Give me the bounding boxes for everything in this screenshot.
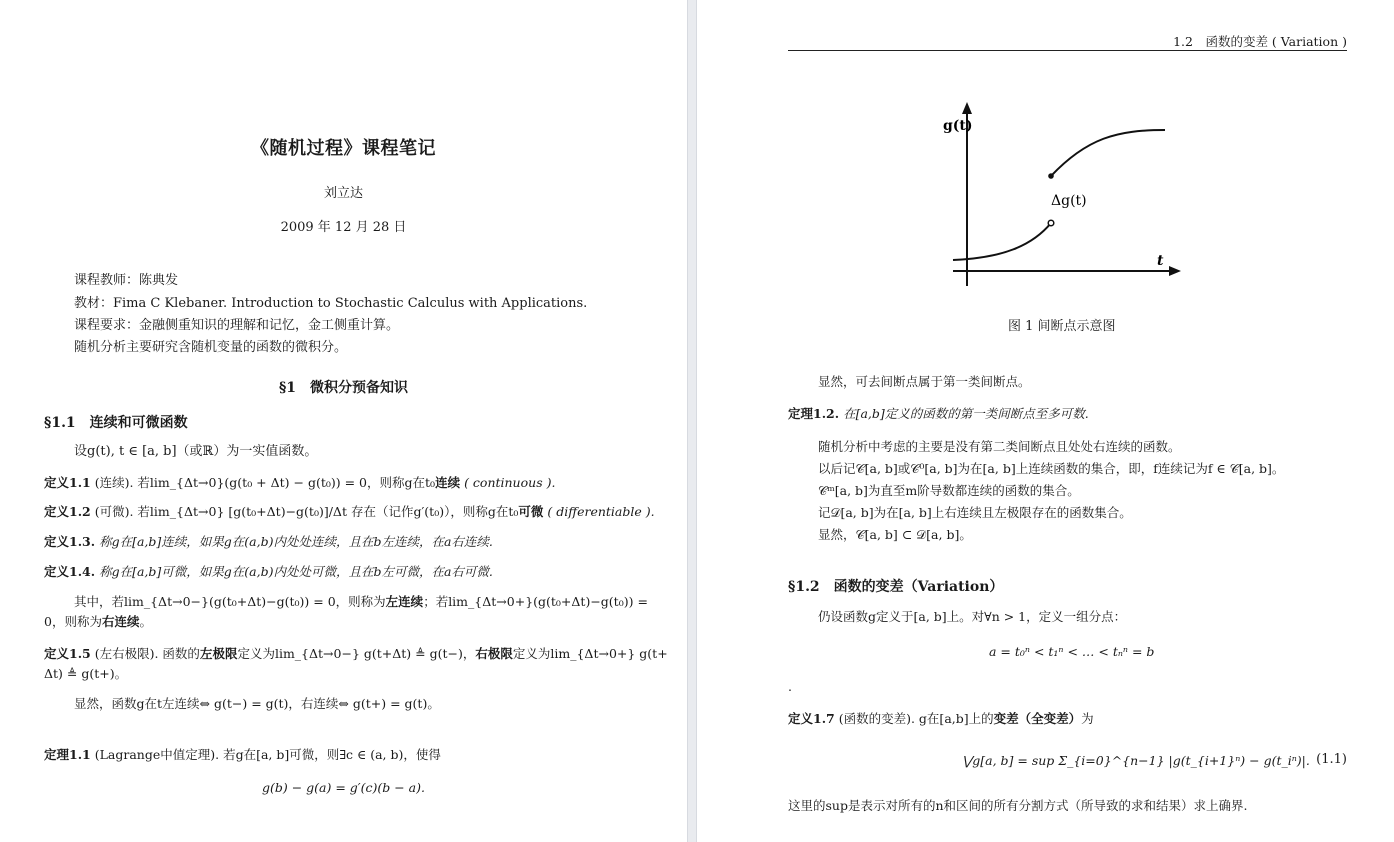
theorem-label: 定理1.1: [44, 747, 91, 762]
definition-label: 定义1.4.: [44, 564, 96, 579]
definition-1-1: [44, 474, 555, 491]
definition-label: 定义1.7: [788, 711, 835, 726]
definition-text: 称g在[a,b]可微，如果g在(a,b)内处处可微，且在b左可微，在a右可微.: [99, 564, 493, 579]
text-fragment: ；若lim_{Δt→0+}(g(t₀+Δt)−g(t₀)) =: [423, 594, 648, 609]
figure-caption: 图 1 间断点示意图: [1008, 319, 1116, 334]
definition-text: 称g在[a,b]连续，如果g在(a,b)内处处连续，且在b左连续，在a右连续.: [99, 534, 493, 549]
right-continuous-term: 右连续: [101, 614, 140, 629]
paragraph-line: 以后记𝒞[a, b]或𝒞⁰[a, b]为在[a, b]上连续函数的集合，即，f连续记为f ∈ 𝒞[a, b]。: [818, 461, 1285, 476]
section-heading: §1 微积分预备知识: [278, 380, 409, 396]
definition-label: 定义1.2: [44, 504, 91, 519]
open-endpoint: [1048, 220, 1054, 226]
x-axis-arrow: [1169, 266, 1181, 276]
partition-equation: a = t₀ⁿ < t₁ⁿ < … < tₙⁿ = b: [989, 644, 1155, 659]
paragraph-line: 𝒞ᵐ[a, b]为直至m阶导数都连续的函数的集合。: [818, 483, 1080, 498]
closed-endpoint: [1048, 173, 1054, 179]
y-axis-label: g(t): [943, 118, 973, 134]
discontinuity-figure: [943, 98, 1197, 294]
definition-text: (左右极限). 函数的: [94, 646, 200, 661]
course-teacher: 课程教师：陈典发: [74, 273, 179, 288]
course-requirement: 课程要求：金融侧重知识的理解和记忆，金工侧重计算。: [74, 318, 400, 333]
text-fragment: 0，则称为: [44, 614, 102, 629]
theorem-text: (Lagrange中值定理). 若g在[a, b]可微，则∃c ∈ (a, b)，使得: [94, 747, 441, 762]
right-page: [697, 0, 1394, 842]
header-rule: [788, 50, 1347, 51]
definition-text: (可微). 若lim_{Δt→0} [g(t₀+Δt)−g(t₀)]/Δt 存在（记作g′(t₀)），则称g在t₀: [94, 504, 519, 519]
definition-label: 定义1.3.: [44, 534, 96, 549]
equation-number: (1.1): [1316, 752, 1347, 767]
theorem-1-1: [44, 746, 441, 763]
course-summary: 随机分析主要研究含随机变量的函数的微积分。: [74, 340, 348, 355]
one-sided-continuity: [74, 593, 648, 610]
running-header: 1.2 函数的变差 ( Variation ): [1173, 34, 1347, 49]
theorem-label: 定理1.2.: [788, 406, 840, 421]
partition-intro: 仍设函数g定义于[a, b]上。对∀n > 1，定义一组分点：: [818, 609, 1127, 624]
definition-label: 定义1.5: [44, 646, 91, 661]
theorem-1-2: [788, 405, 1089, 422]
stray-dot: .: [788, 679, 792, 694]
subsection-heading: §1.1 连续和可微函数: [44, 415, 188, 431]
definition-text: (连续). 若lim_{Δt→0}(g(t₀ + Δt) − g(t₀)) = 0，则称g在t₀: [94, 475, 436, 490]
text-fragment: 。: [139, 614, 152, 629]
page-gutter: [687, 0, 697, 842]
definition-term: 连续: [435, 475, 461, 490]
definition-term: 可微: [518, 504, 544, 519]
definition-1-3: [44, 533, 493, 550]
left-page: [0, 0, 687, 842]
document-title: 《随机过程》课程笔记: [251, 138, 436, 159]
left-continuous-term: 左连续: [385, 594, 424, 609]
x-axis-label: t: [1157, 253, 1164, 269]
jump-label: Δg(t): [1051, 193, 1087, 209]
definition-text: 为: [1081, 711, 1094, 726]
textbook: 教材：Fima C Klebaner. Introduction to Stochastic Calculus with Applications.: [74, 296, 588, 311]
paragraph-line: 记𝒟[a, b]为在[a, b]上右连续且左极限存在的函数集合。: [818, 505, 1132, 520]
definition-english: ( differentiable ).: [547, 504, 655, 519]
definition-1-5-cont: Δt) ≜ g(t+)。: [44, 666, 128, 681]
y-axis-arrow: [962, 102, 972, 114]
intro-text: 设g(t), t ∈ [a, b]（或ℝ）为一实值函数。: [74, 444, 318, 459]
paragraph-line: 显然，𝒞[a, b] ⊂ 𝒟[a, b]。: [818, 527, 972, 542]
text-fragment: 其中，若lim_{Δt→0−}(g(t₀+Δt)−g(t₀)) = 0，则称为: [74, 594, 386, 609]
continuity-equivalence: 显然，函数g在t左连续⇔ g(t−) = g(t)，右连续⇔ g(t+) = g(t)。: [74, 696, 440, 711]
date: 2009 年 12 月 28 日: [280, 220, 407, 235]
definition-text: 定义为lim_{Δt→0−} g(t+Δt) ≜ g(t−)，: [237, 646, 476, 661]
definition-english: ( continuous ).: [464, 475, 556, 490]
definition-term: 变差（全变差）: [993, 711, 1082, 726]
left-limit-term: 左极限: [199, 646, 238, 661]
definition-label: 定义1.1: [44, 475, 91, 490]
definition-1-4: [44, 563, 493, 580]
author: 刘立达: [323, 186, 363, 201]
subsection-heading: §1.2 函数的变差（Variation）: [788, 579, 1004, 595]
definition-text: (函数的变差). g在[a,b]上的: [838, 711, 994, 726]
theorem-text: 在[a,b]定义的函数的第一类间断点至多可数.: [843, 406, 1089, 421]
sup-note: 这里的sup是表示对所有的n和区间的所有分割方式（所导致的求和结果）求上确界.: [788, 798, 1248, 813]
definition-text: 定义为lim_{Δt→0+} g(t+: [512, 646, 668, 661]
one-sided-continuity-cont: [44, 613, 152, 630]
variation-equation: ⋁g[a, b] = sup Σ_{i=0}^{n−1} |g(t_{i+1}ⁿ) − g(t_iⁿ)|.: [962, 753, 1310, 768]
right-limit-term: 右极限: [475, 646, 513, 661]
definition-1-7: [788, 710, 1094, 727]
removable-note: 显然，可去间断点属于第一类间断点。: [818, 374, 1031, 389]
curve-right-branch: [1051, 130, 1165, 176]
definition-1-5: [44, 645, 668, 662]
mean-value-equation: g(b) − g(a) = g′(c)(b − a).: [261, 780, 425, 795]
definition-1-2: [44, 503, 655, 520]
paragraph-line: 随机分析中考虑的主要是没有第二类间断点且处处右连续的函数。: [818, 439, 1181, 454]
